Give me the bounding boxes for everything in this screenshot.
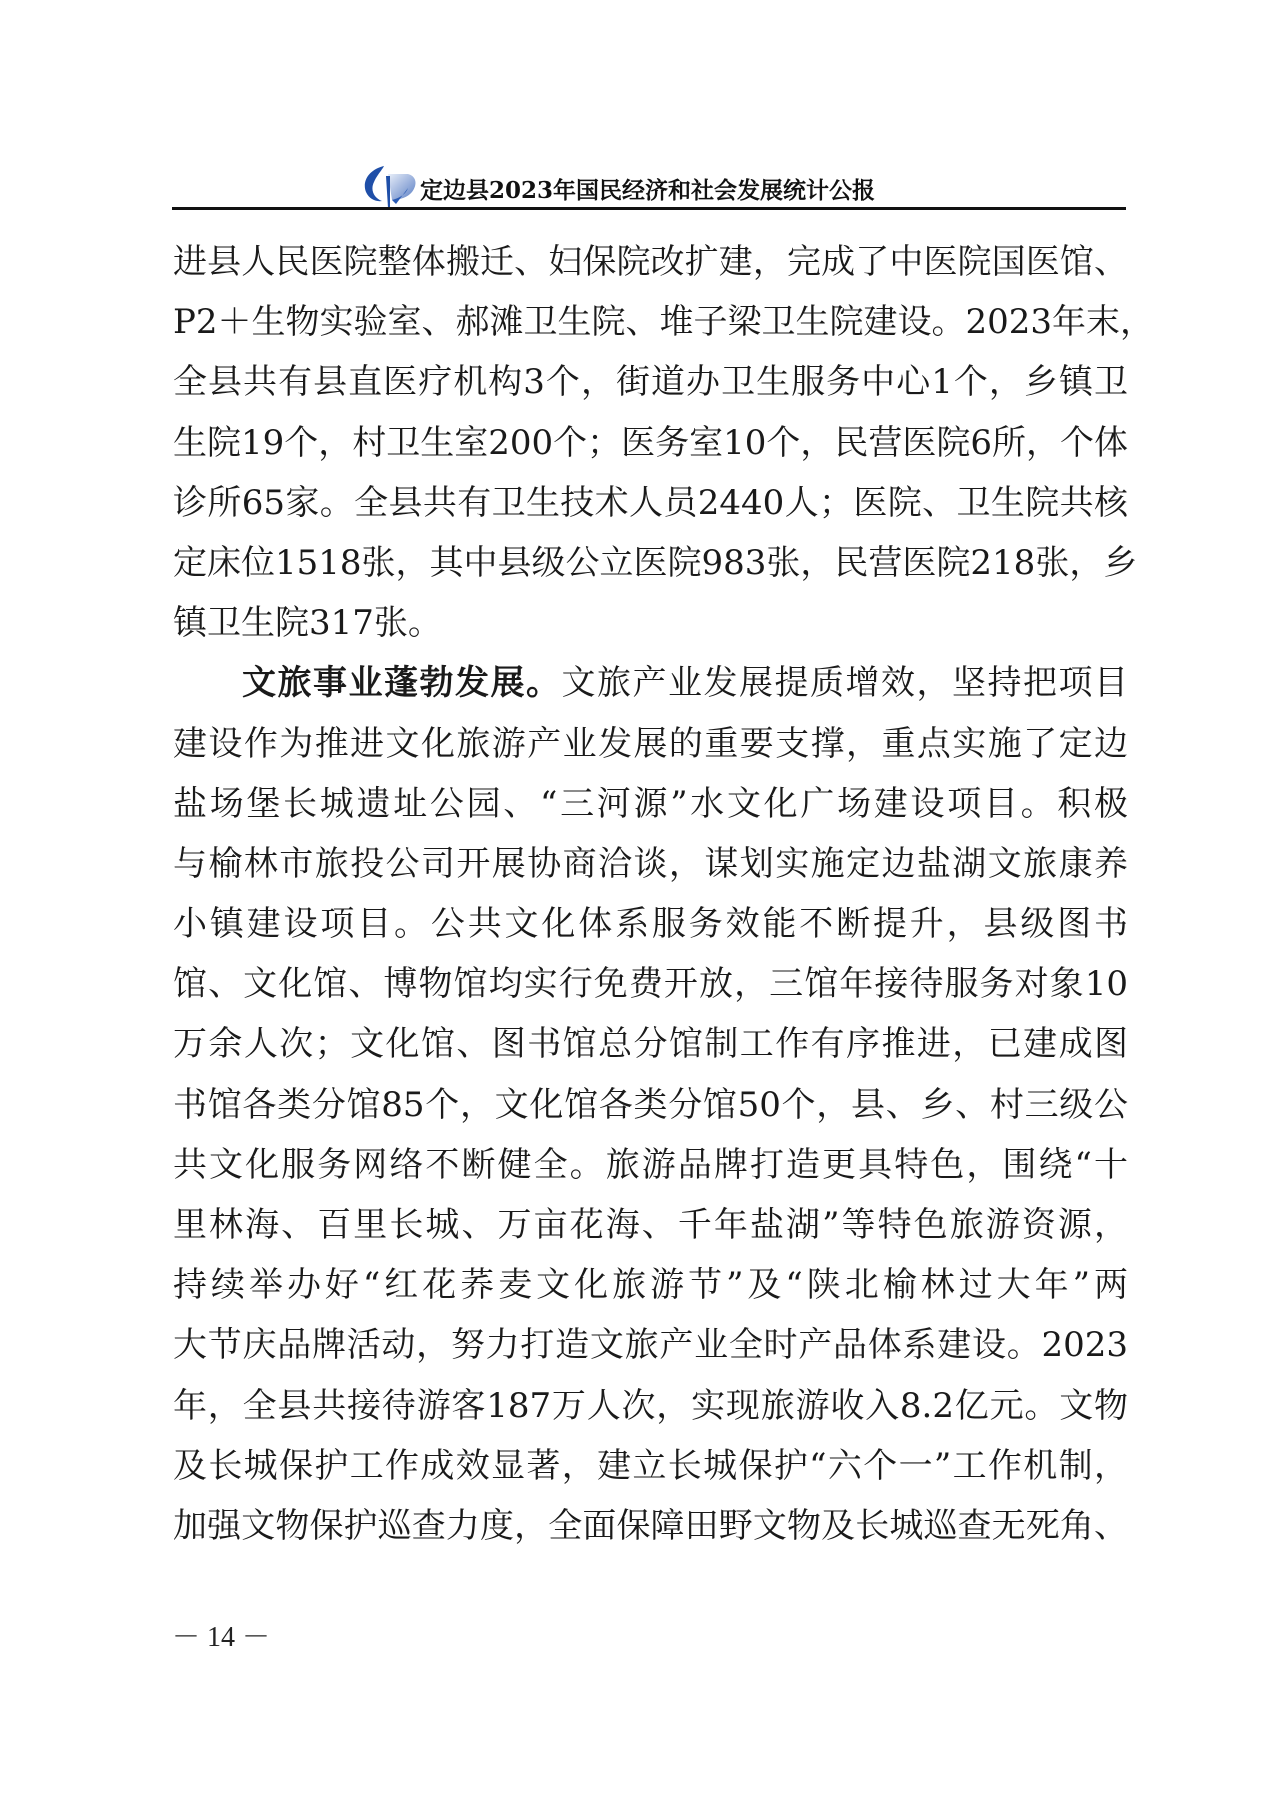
- text-line: 全县共有县直医疗机构3个，街道办卫生服务中心1个，乡镇卫: [173, 362, 1128, 403]
- text-line: 建设作为推进文化旅游产业发展的重要支撑，重点实施了定边: [173, 723, 1128, 764]
- text-line: 加强文物保护巡查力度，全面保障田野文物及长城巡查无死角、: [173, 1505, 1128, 1546]
- paragraph-lead-heading: 文旅事业蓬勃发展。: [242, 663, 562, 704]
- text-line: 镇卫生院317张。: [173, 603, 442, 644]
- statistics-logo-icon: [362, 164, 420, 208]
- paragraph-culture-tourism: [173, 653, 1128, 1556]
- page-header: [172, 160, 1126, 212]
- text-line: 进县人民医院整体搬迁、妇保院改扩建，完成了中医院国医馆、: [173, 242, 1128, 282]
- text-line: 及长城保护工作成效显著，建立长城保护“六个一”工作机制，: [173, 1445, 1128, 1486]
- text-span: 文旅产业发展提质增效，坚持把项目: [561, 663, 1128, 704]
- text-line: 馆、文化馆、博物馆均实行免费开放，三馆年接待服务对象10: [173, 964, 1128, 1005]
- page-number: － 14 －: [172, 1622, 271, 1653]
- text-line: 万余人次；文化馆、图书馆总分馆制工作有序推进，已建成图: [173, 1024, 1128, 1065]
- text-line: 诊所65家。全县共有卫生技术人员2440人；医院、卫生院共核: [173, 482, 1128, 523]
- paragraph-health: [173, 232, 1155, 653]
- text-line: 与榆林市旅投公司开展协商洽谈，谋划实施定边盐湖文旅康养: [173, 843, 1128, 884]
- text-line: 生院19个，村卫生室200个；医务室10个，民营医院6所，个体: [173, 422, 1129, 463]
- text-line: 书馆各类分馆85个，文化馆各类分馆50个，县、乡、村三级公: [173, 1084, 1128, 1125]
- text-line: P2＋生物实验室、郝滩卫生院、堆子梁卫生院建设。2023年末，: [173, 302, 1155, 343]
- report-title: 定边县2023年国民经济和社会发展统计公报: [420, 177, 876, 204]
- text-line-first: [173, 653, 1128, 713]
- text-line: 持续举办好“红花荞麦文化旅游节”及“陕北榆林过大年”两: [173, 1265, 1128, 1306]
- text-line: 小镇建设项目。公共文化体系服务效能不断提升，县级图书: [173, 904, 1128, 945]
- document-body: [173, 232, 1155, 1556]
- header-divider: [172, 207, 1126, 210]
- text-line: 年，全县共接待游客187万人次，实现旅游收入8.2亿元。文物: [173, 1385, 1128, 1426]
- text-line: 定床位1518张，其中县级公立医院983张，民营医院218张，乡: [173, 542, 1138, 583]
- text-line: 大节庆品牌活动，努力打造文旅产业全时产品体系建设。2023: [173, 1325, 1128, 1366]
- text-line: 共文化服务网络不断健全。旅游品牌打造更具特色，围绕“十: [173, 1144, 1128, 1185]
- text-line: 盐场堡长城遗址公园、“三河源”水文化广场建设项目。积极: [173, 783, 1128, 824]
- text-line: 里林海、百里长城、万亩花海、千年盐湖”等特色旅游资源，: [173, 1205, 1128, 1245]
